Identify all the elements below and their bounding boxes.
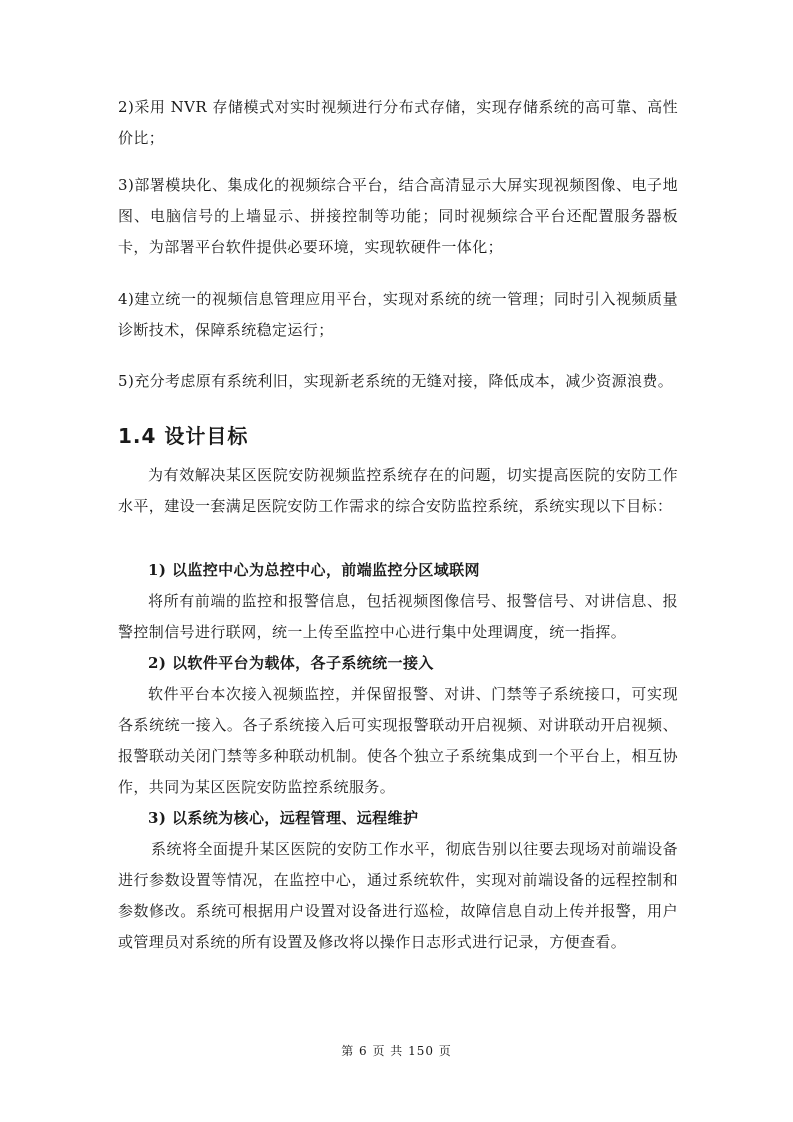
section-heading: 1.4 设计目标 (118, 424, 249, 448)
goal-2-body: 软件平台本次接入视频监控，并保留报警、对讲、门禁等子系统接口，可实现各系统统一接入。各子系统接入后可实现报警联动开启视频、对讲联动开启视频、报警联动关闭门禁等多种联动机制。使各个独立子系统集成到一个平台上，相互协作，共同为某区医院安防监控系统服务。 (118, 685, 678, 796)
list-item-5: 5)充分考虑原有系统利旧，实现新老系统的无缝对接，降低成本，减少资源浪费。 (118, 372, 674, 390)
goal-2-title: 2) 以软件平台为载体，各子系统统一接入 (148, 654, 434, 672)
goal-1-body: 将所有前端的监控和报警信息，包括视频图像信号、报警信号、对讲信息、报警控制信号进行联网，统一上传至监控中心进行集中处理调度，统一指挥。 (118, 592, 678, 641)
list-item-2: 2)采用 NVR 存储模式对实时视频进行分布式存储，实现存储系统的高可靠、高性价比； (118, 98, 678, 147)
list-item-3: 3)部署模块化、集成化的视频综合平台，结合高清显示大屏实现视频图像、电子地图、电脑信号的上墙显示、拼接控制等功能；同时视频综合平台还配置服务器板卡，为部署平台软件提供必要环境，实现软硬件一体化； (118, 176, 678, 256)
goal-1-title: 1) 以监控中心为总控中心，前端监控分区域联网 (148, 561, 480, 579)
goal-3-title: 3) 以系统为核心，远程管理、远程维护 (148, 809, 419, 827)
page-footer: 第 6 页 共 150 页 (341, 1044, 452, 1058)
list-item-4: 4)建立统一的视频信息管理应用平台，实现对系统的统一管理；同时引入视频质量诊断技术，保障系统稳定运行； (118, 290, 678, 339)
goal-3-body: 系统将全面提升某区医院的安防工作水平，彻底告别以往要去现场对前端设备进行参数设置等情况，在监控中心，通过系统软件，实现对前端设备的远程控制和参数修改。系统可根据用户设置对设备进行巡检，故障信息自动上传并报警，用户或管理员对系统的所有设置及修改将以操作日志形式进行记录，方便查看。 (118, 840, 678, 951)
section-intro: 为有效解决某区医院安防视频监控系统存在的问题，切实提高医院的安防工作水平，建设一套满足医院安防工作需求的综合安防监控系统，系统实现以下目标： (118, 466, 678, 515)
